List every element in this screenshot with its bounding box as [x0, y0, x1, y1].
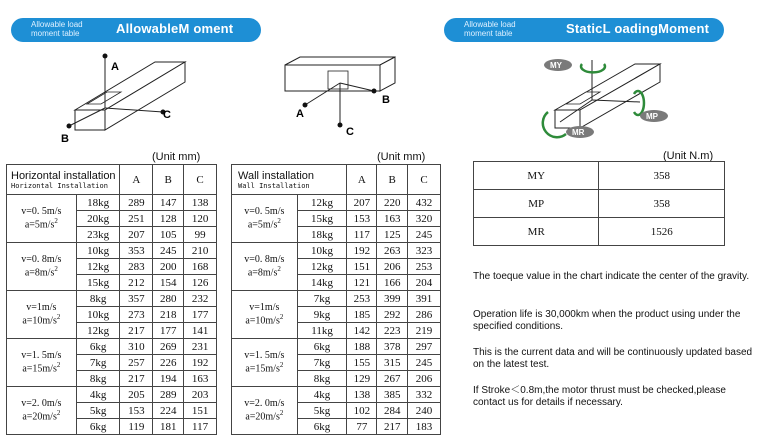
horizontal-a-cell: 205	[120, 387, 153, 403]
horizontal-a-cell: 251	[120, 211, 153, 227]
wall-b-cell: 206	[377, 259, 408, 275]
horizontal-accel-exponent: 2	[56, 313, 61, 322]
wall-row	[232, 291, 441, 307]
header-left-tag-line1: Allowable load	[31, 20, 83, 29]
wall-accel-exponent: 2	[279, 409, 284, 418]
label-a-wall: A	[296, 108, 304, 120]
wall-speed: v=2. 0m/s	[244, 398, 285, 410]
col-b-header: B	[153, 165, 184, 195]
wall-accel	[232, 361, 297, 374]
horizontal-accel-exponent: 2	[54, 265, 58, 274]
horizontal-load-table	[6, 164, 217, 435]
horizontal-accel-value: a=8m/s	[24, 267, 55, 279]
wall-c-cell: 219	[408, 323, 441, 339]
header-right-tag-line2: moment table	[464, 29, 513, 38]
horizontal-c-cell: 120	[184, 211, 217, 227]
horizontal-accel-value: a=5m/s	[24, 219, 55, 231]
wall-a-cell: 155	[347, 355, 377, 371]
wall-col-c-header: C	[408, 165, 441, 195]
header-right-pill	[444, 18, 724, 42]
wall-c-cell: 391	[408, 291, 441, 307]
wall-speed: v=1. 5m/s	[244, 350, 285, 362]
wall-load-cell: 10kg	[297, 243, 347, 259]
horizontal-speed-cell	[7, 339, 77, 387]
label-mp: MP	[646, 112, 658, 121]
horizontal-accel-exponent: 2	[54, 217, 58, 226]
static-moment-value: 358	[599, 162, 725, 190]
horizontal-c-cell: 163	[184, 371, 217, 387]
static-moment-value: 358	[599, 190, 725, 218]
horizontal-unit: (Unit mm)	[152, 151, 201, 163]
horizontal-a-cell: 310	[120, 339, 153, 355]
wall-title: Wall installation	[238, 169, 315, 182]
static-moment-label: MP	[474, 190, 599, 218]
wall-col-b-header: B	[377, 165, 408, 195]
wall-accel	[232, 313, 297, 326]
horizontal-b-cell: 200	[153, 259, 184, 275]
note-center-gravity: The toeque value in the chart indicate the center of the gravity.	[473, 271, 750, 282]
label-c-wall: C	[346, 126, 354, 138]
label-b: B	[61, 133, 69, 145]
wall-load-cell: 12kg	[297, 195, 347, 211]
wall-accel-exponent: 2	[277, 217, 281, 226]
wall-unit: (Unit mm)	[377, 151, 426, 163]
wall-b-cell: 292	[377, 307, 408, 323]
wall-speed-cell	[232, 243, 298, 291]
horizontal-row	[7, 339, 217, 355]
wall-b-cell: 220	[377, 195, 408, 211]
horizontal-accel-exponent: 2	[56, 409, 61, 418]
horizontal-b-cell: 226	[153, 355, 184, 371]
label-b-wall: B	[382, 94, 390, 106]
wall-load-cell: 6kg	[297, 419, 347, 435]
wall-load-cell: 5kg	[297, 403, 347, 419]
note-operation-life: Operation life is 30,000km when the product using under the specified conditions.	[473, 309, 741, 332]
horizontal-load-cell: 6kg	[76, 339, 120, 355]
horizontal-accel-value: a=15m/s	[22, 363, 57, 375]
horizontal-speed: v=2. 0m/s	[21, 398, 62, 410]
wall-speed: v=1m/s	[249, 302, 280, 314]
label-mr: MR	[572, 128, 585, 137]
horizontal-load-cell: 18kg	[76, 195, 120, 211]
col-a-header: A	[120, 165, 153, 195]
horizontal-a-cell: 273	[120, 307, 153, 323]
horizontal-accel-exponent: 2	[56, 361, 61, 370]
horizontal-installation-diagram	[55, 50, 195, 145]
wall-load-cell: 11kg	[297, 323, 347, 339]
wall-c-cell: 286	[408, 307, 441, 323]
wall-a-cell: 185	[347, 307, 377, 323]
horizontal-load-cell: 12kg	[76, 323, 120, 339]
wall-accel-exponent: 2	[279, 313, 284, 322]
horizontal-b-cell: 218	[153, 307, 184, 323]
col-c-header: C	[184, 165, 217, 195]
wall-a-cell: 102	[347, 403, 377, 419]
wall-b-cell: 125	[377, 227, 408, 243]
horizontal-accel	[7, 217, 76, 230]
wall-c-cell: 240	[408, 403, 441, 419]
wall-c-cell: 204	[408, 275, 441, 291]
horizontal-b-cell: 177	[153, 323, 184, 339]
wall-load-cell: 6kg	[297, 339, 347, 355]
horizontal-c-cell: 99	[184, 227, 217, 243]
wall-speed: v=0. 5m/s	[244, 206, 285, 218]
horizontal-a-cell: 289	[120, 195, 153, 211]
horizontal-a-cell: 353	[120, 243, 153, 259]
horizontal-load-cell: 23kg	[76, 227, 120, 243]
wall-row	[232, 387, 441, 403]
horizontal-load-cell: 8kg	[76, 371, 120, 387]
wall-b-cell: 163	[377, 211, 408, 227]
horizontal-row	[7, 195, 217, 211]
wall-accel	[232, 409, 297, 422]
horizontal-speed: v=0. 8m/s	[21, 254, 62, 266]
wall-load-cell: 9kg	[297, 307, 347, 323]
horizontal-c-cell: 177	[184, 307, 217, 323]
wall-a-cell: 77	[347, 419, 377, 435]
horizontal-a-cell: 357	[120, 291, 153, 307]
horizontal-c-cell: 168	[184, 259, 217, 275]
wall-a-cell: 121	[347, 275, 377, 291]
horizontal-speed-cell	[7, 387, 77, 435]
horizontal-load-cell: 15kg	[76, 275, 120, 291]
static-unit: (Unit N.m)	[663, 150, 714, 162]
horizontal-load-cell: 4kg	[76, 387, 120, 403]
horizontal-speed: v=0. 5m/s	[21, 206, 62, 218]
my-rotation-icon	[581, 64, 605, 72]
horizontal-a-cell: 217	[120, 323, 153, 339]
horizontal-b-cell: 224	[153, 403, 184, 419]
wall-load-table	[231, 164, 441, 435]
wall-a-cell: 153	[347, 211, 377, 227]
wall-c-cell: 323	[408, 243, 441, 259]
static-row	[474, 218, 725, 246]
label-c: C	[163, 109, 171, 121]
horizontal-accel	[7, 361, 76, 374]
wall-c-cell: 320	[408, 211, 441, 227]
wall-b-cell: 267	[377, 371, 408, 387]
wall-b-cell: 378	[377, 339, 408, 355]
wall-row	[232, 195, 441, 211]
note-current-data: This is the current data and will be continuously updated based on the latest test.	[473, 347, 753, 370]
wall-load-cell: 18kg	[297, 227, 347, 243]
horizontal-load-cell: 12kg	[76, 259, 120, 275]
wall-b-cell: 385	[377, 387, 408, 403]
wall-c-cell: 297	[408, 339, 441, 355]
wall-installation-diagram	[280, 55, 410, 140]
header-left-tag	[31, 20, 83, 38]
horizontal-accel	[7, 409, 76, 422]
static-moment-label: MY	[474, 162, 599, 190]
static-moment-table	[473, 161, 725, 246]
header-left-title: AllowableM oment	[116, 21, 234, 36]
wall-a-cell: 117	[347, 227, 377, 243]
horizontal-a-cell: 207	[120, 227, 153, 243]
horizontal-speed-cell	[7, 195, 77, 243]
wall-a-cell: 253	[347, 291, 377, 307]
wall-accel-value: a=10m/s	[245, 315, 280, 327]
horizontal-c-cell: 232	[184, 291, 217, 307]
static-moment-value: 1526	[599, 218, 725, 246]
horizontal-load-cell: 8kg	[76, 291, 120, 307]
wall-accel-value: a=5m/s	[247, 219, 278, 231]
horizontal-b-cell: 245	[153, 243, 184, 259]
horizontal-b-cell: 280	[153, 291, 184, 307]
wall-load-cell: 12kg	[297, 259, 347, 275]
wall-c-cell: 245	[408, 227, 441, 243]
horizontal-accel-value: a=20m/s	[22, 411, 57, 423]
horizontal-c-cell: 192	[184, 355, 217, 371]
wall-accel-exponent: 2	[279, 361, 284, 370]
wall-a-cell: 151	[347, 259, 377, 275]
horizontal-c-cell: 203	[184, 387, 217, 403]
wall-a-cell: 129	[347, 371, 377, 387]
wall-a-cell: 142	[347, 323, 377, 339]
horizontal-a-cell: 153	[120, 403, 153, 419]
wall-load-cell: 4kg	[297, 387, 347, 403]
horizontal-accel	[7, 265, 76, 278]
horizontal-a-cell: 212	[120, 275, 153, 291]
wall-c-cell: 206	[408, 371, 441, 387]
header-left-pill	[11, 18, 261, 42]
wall-b-cell: 166	[377, 275, 408, 291]
wall-a-cell: 207	[347, 195, 377, 211]
static-moment-diagram	[530, 50, 680, 145]
static-row	[474, 190, 725, 218]
horizontal-load-cell: 5kg	[76, 403, 120, 419]
label-my: MY	[550, 61, 562, 70]
horizontal-c-cell: 141	[184, 323, 217, 339]
horizontal-speed-cell	[7, 243, 77, 291]
horizontal-b-cell: 105	[153, 227, 184, 243]
wall-b-cell: 217	[377, 419, 408, 435]
wall-speed-cell	[232, 339, 298, 387]
wall-row	[232, 339, 441, 355]
wall-accel-value: a=20m/s	[245, 411, 280, 423]
wall-accel	[232, 217, 297, 230]
horizontal-row	[7, 243, 217, 259]
horizontal-row	[7, 387, 217, 403]
horizontal-c-cell: 231	[184, 339, 217, 355]
static-row	[474, 162, 725, 190]
wall-accel-value: a=15m/s	[245, 363, 280, 375]
wall-subtitle: Wall Installation	[238, 181, 310, 190]
horizontal-b-cell: 181	[153, 419, 184, 435]
horizontal-b-cell: 128	[153, 211, 184, 227]
horizontal-c-cell: 210	[184, 243, 217, 259]
horizontal-title: Horizontal installation	[11, 169, 116, 182]
static-moment-label: MR	[474, 218, 599, 246]
horizontal-b-cell: 269	[153, 339, 184, 355]
wall-accel-exponent: 2	[277, 265, 281, 274]
wall-speed-cell	[232, 387, 298, 435]
horizontal-b-cell: 154	[153, 275, 184, 291]
horizontal-row	[7, 291, 217, 307]
wall-load-cell: 8kg	[297, 371, 347, 387]
wall-speed: v=0. 8m/s	[244, 254, 285, 266]
header-right-title: StaticL oadingMoment	[566, 21, 710, 36]
wall-speed-cell	[232, 291, 298, 339]
wall-load-cell: 7kg	[297, 291, 347, 307]
wall-col-a-header: A	[347, 165, 377, 195]
wall-accel	[232, 265, 297, 278]
horizontal-speed: v=1m/s	[26, 302, 57, 314]
horizontal-b-cell: 147	[153, 195, 184, 211]
horizontal-a-cell: 119	[120, 419, 153, 435]
wall-c-cell: 245	[408, 355, 441, 371]
wall-accel-value: a=8m/s	[247, 267, 278, 279]
wall-row	[232, 243, 441, 259]
horizontal-c-cell: 151	[184, 403, 217, 419]
horizontal-load-cell: 7kg	[76, 355, 120, 371]
wall-speed-cell	[232, 195, 298, 243]
horizontal-speed: v=1. 5m/s	[21, 350, 62, 362]
horizontal-load-cell: 10kg	[76, 307, 120, 323]
wall-b-cell: 315	[377, 355, 408, 371]
horizontal-speed-cell	[7, 291, 77, 339]
header-right-tag	[464, 20, 516, 38]
horizontal-subtitle: Horizontal Installation	[11, 181, 108, 190]
horizontal-b-cell: 194	[153, 371, 184, 387]
wall-c-cell: 253	[408, 259, 441, 275]
wall-load-cell: 7kg	[297, 355, 347, 371]
wall-load-cell: 15kg	[297, 211, 347, 227]
header-left-tag-line2: moment table	[31, 29, 80, 38]
wall-c-cell: 432	[408, 195, 441, 211]
horizontal-load-cell: 6kg	[76, 419, 120, 435]
horizontal-load-cell: 20kg	[76, 211, 120, 227]
wall-load-cell: 14kg	[297, 275, 347, 291]
wall-b-cell: 284	[377, 403, 408, 419]
horizontal-accel	[7, 313, 76, 326]
horizontal-c-cell: 138	[184, 195, 217, 211]
horizontal-a-cell: 257	[120, 355, 153, 371]
note-stroke: If Stroke＜0.8m,the motor thrust must be checked,please contact us for details if necessary.	[473, 385, 726, 408]
wall-a-cell: 192	[347, 243, 377, 259]
wall-b-cell: 399	[377, 291, 408, 307]
header-right-tag-line1: Allowable load	[464, 20, 516, 29]
horizontal-a-cell: 283	[120, 259, 153, 275]
horizontal-c-cell: 117	[184, 419, 217, 435]
wall-b-cell: 263	[377, 243, 408, 259]
horizontal-b-cell: 289	[153, 387, 184, 403]
horizontal-load-cell: 10kg	[76, 243, 120, 259]
horizontal-a-cell: 217	[120, 371, 153, 387]
wall-c-cell: 332	[408, 387, 441, 403]
wall-a-cell: 138	[347, 387, 377, 403]
horizontal-accel-value: a=10m/s	[22, 315, 57, 327]
wall-b-cell: 223	[377, 323, 408, 339]
wall-a-cell: 188	[347, 339, 377, 355]
label-a: A	[111, 61, 119, 73]
horizontal-c-cell: 126	[184, 275, 217, 291]
wall-c-cell: 183	[408, 419, 441, 435]
